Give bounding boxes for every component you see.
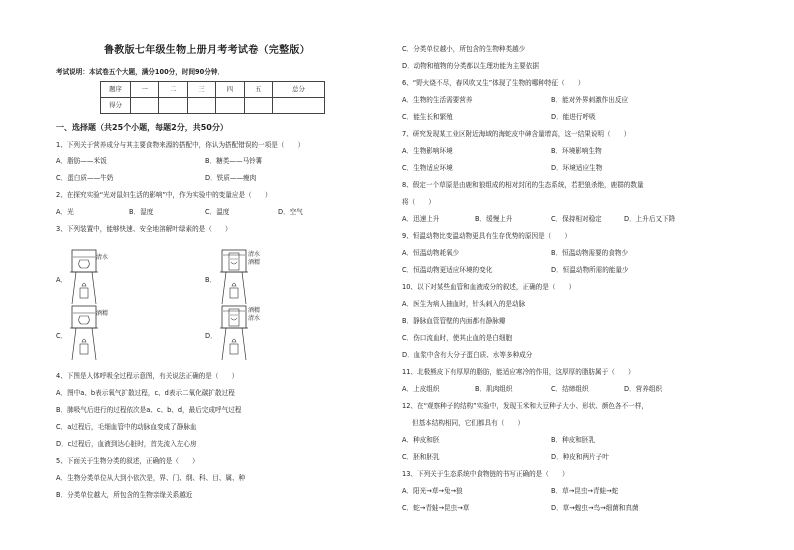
q3-figure-d-label: 清水 [248, 315, 261, 322]
q5-option-c[interactable]: C．分类单位越小，所包含的生物种类越少 [402, 45, 526, 53]
q3-option-d[interactable]: D． [205, 332, 217, 340]
question-7: 7、研究发现某工业区附近海域的海蛇皮中砷含量增高，这一结果说明（ ） [402, 130, 631, 138]
exam-note: 考试说明：本试卷五个大题，满分100分，时间90分钟． [56, 68, 225, 76]
q3-option-c[interactable]: C． [56, 332, 68, 340]
q2-option-b[interactable]: B．湿度 [129, 208, 154, 216]
question-8: 8、假定一个草原是由鹿和狼组成的相对封闭的生态系统，若把狼杀绝，鹿群的数量 [402, 181, 644, 189]
question-4: 4、下图是人体呼吸全过程示意图，有关说法正确的是（ ） [56, 372, 239, 380]
q10-option-b[interactable]: B．静脉血管管壁的内面都有静脉瓣 [402, 317, 506, 325]
score-header: 二 [159, 82, 187, 98]
question-9: 9、恒温动物比变温动物更具有生存优势的原因是（ ） [402, 232, 572, 240]
q3-option-a[interactable]: A． [56, 276, 68, 284]
q1-option-c[interactable]: C．蛋白质——牛奶 [56, 174, 114, 182]
score-header: 一 [131, 82, 159, 98]
score-header: 五 [244, 82, 272, 98]
section-heading: 一、选择题（共25个小题，每题2分，共50分） [56, 123, 228, 132]
question-11: 11、北极熊皮下有厚厚的脂肪，能适应寒冷的作用，这厚厚的脂肪属于（ ） [402, 368, 635, 376]
score-cell[interactable] [244, 98, 272, 114]
q8-option-b[interactable]: B．缓慢上升 [475, 215, 513, 223]
q11-option-a[interactable]: A．上皮组织 [402, 385, 440, 393]
q4-option-d[interactable]: D．c过程后，血液到达心脏时，首先流入左心房 [56, 440, 197, 448]
score-header: 四 [216, 82, 244, 98]
q1-option-a[interactable]: A．脂肪——米饭 [56, 157, 107, 165]
q9-option-c[interactable]: C．恒温动物更适应环境的变化 [402, 266, 493, 274]
score-header: 总分 [273, 82, 325, 98]
q11-option-c[interactable]: C．结缔组织 [551, 385, 589, 393]
q13-option-c[interactable]: C．蛇→青蛙→昆虫→草 [402, 504, 470, 512]
q10-option-a[interactable]: A．医生为病人抽血时，针头刺入的是动脉 [402, 300, 526, 308]
q7-option-a[interactable]: A．生物影响环境 [402, 147, 453, 155]
q13-option-b[interactable]: B．草→昆虫→青蛙→蛇 [551, 487, 619, 495]
score-row-label: 得分 [101, 98, 131, 114]
q6-option-a[interactable]: A．生物的生活需要营养 [402, 96, 473, 104]
score-header-row [101, 82, 325, 98]
question-8-cont: 将（ ） [402, 198, 435, 206]
q4-option-b[interactable]: B．肺吸气后进行的过程依次是a、c、b、d，最后完成呼气过程 [56, 406, 242, 414]
score-cell[interactable] [216, 98, 244, 114]
q6-option-d[interactable]: D．能进行呼吸 [551, 113, 596, 121]
q9-option-a[interactable]: A．恒温动物耗氧少 [402, 249, 460, 257]
q3-figure-c-label: 酒精 [96, 310, 109, 317]
exam-title: 鲁教版七年级生物上册月考考试卷（完整版） [104, 45, 310, 56]
question-2: 2、在探究实验“光对鼠妇生活的影响”中，作为实验中的变量应是（ ） [56, 191, 272, 199]
q4-option-c[interactable]: C．a过程后，毛细血管中的动脉血变成了静脉血 [56, 423, 197, 431]
question-12: 12、在“观察种子的结构”实验中，发现玉米和大豆种子大小、形状、颜色各不一样， [402, 402, 649, 410]
q6-option-c[interactable]: C．能生长和繁殖 [402, 113, 453, 121]
q10-option-c[interactable]: C．伤口流血时，使其止血的是白细胞 [402, 334, 513, 342]
q2-option-a[interactable]: A．光 [56, 208, 74, 216]
q13-option-a[interactable]: A．阳光→草→兔→狼 [402, 487, 463, 495]
q3-option-b[interactable]: B． [205, 276, 217, 284]
q5-option-d[interactable]: D．动物和植物的分类都以生理功能为主要依据 [402, 62, 539, 70]
question-13: 13、下列关于生态系统中食物链的书写正确的是（ ） [402, 470, 569, 478]
score-cell[interactable] [187, 98, 215, 114]
q1-option-b[interactable]: B．糖类——马铃薯 [205, 157, 263, 165]
q10-option-d[interactable]: D．血浆中含有大分子蛋白质、水等多种成分 [402, 351, 533, 359]
q11-option-b[interactable]: B．肌肉组织 [475, 385, 513, 393]
q7-option-c[interactable]: C．生物适应环境 [402, 164, 453, 172]
q2-option-d[interactable]: D．空气 [278, 208, 303, 216]
q9-option-d[interactable]: D．恒温动物所需的能量少 [551, 266, 629, 274]
q12-option-c[interactable]: C．胚和胚乳 [402, 453, 440, 461]
question-10: 10、以下对某些血管和血液成分的叙述，正确的是（ ） [402, 283, 576, 291]
q1-option-d[interactable]: D．铁质——瘦肉 [205, 174, 257, 182]
q6-option-b[interactable]: B．能对外界刺激作出反应 [551, 96, 629, 104]
q13-option-d[interactable]: D．草→蝗虫→鸟→细菌和真菌 [551, 504, 639, 512]
q7-option-d[interactable]: D．环境适应生物 [551, 164, 603, 172]
q5-option-a[interactable]: A．生物分类单位从大到小依次是，界、门、纲、科、目、属、种 [56, 474, 246, 482]
score-cell[interactable] [131, 98, 159, 114]
score-table [100, 81, 325, 114]
q12-option-d[interactable]: D．种皮和两片子叶 [551, 453, 609, 461]
q2-option-c[interactable]: C．温度 [205, 208, 230, 216]
score-header: 题序 [101, 82, 131, 98]
question-12-cont: 但基本结构相同，它们都具有（ ） [412, 419, 525, 427]
q3-figure-d-label: 酒精 [248, 307, 261, 314]
q12-option-b[interactable]: B．种皮和胚乳 [551, 436, 596, 444]
q8-option-d[interactable]: D．上升后又下降 [624, 215, 676, 223]
question-6: 6、“野火烧不尽，春风吹又生”体现了生物的哪种特征（ ） [402, 79, 585, 87]
question-3: 3、下列装置中，能够快速、安全地溶解叶绿素的是（ ） [56, 225, 232, 233]
score-cell[interactable] [159, 98, 187, 114]
score-header: 三 [187, 82, 215, 98]
score-cell[interactable] [273, 98, 325, 114]
question-5: 5、下面关于生物分类的叙述，正确的是（ ） [56, 457, 199, 465]
score-value-row [101, 98, 325, 114]
q8-option-a[interactable]: A．迅速上升 [402, 215, 440, 223]
q7-option-b[interactable]: B．环境影响生物 [551, 147, 602, 155]
question-1: 1、下列关于营养成分与其主要食物来源的搭配中，你认为搭配错误的一项是（ ） [56, 141, 305, 149]
q3-figure-a-label: 清水 [96, 254, 109, 261]
q5-option-b[interactable]: B．分类单位越大，所包含的生物亲缘关系越近 [56, 491, 193, 499]
q3-figure-b-label: 清水 [248, 251, 261, 258]
q4-option-a[interactable]: A．图中a、b表示氧气扩散过程，c、d表示二氧化碳扩散过程 [56, 389, 235, 397]
q8-option-c[interactable]: C．保持相对稳定 [551, 215, 602, 223]
q11-option-d[interactable]: D．营养组织 [624, 385, 663, 393]
q9-option-b[interactable]: B．恒温动物需要的食物少 [551, 249, 629, 257]
q3-figure-b-label: 酒精 [248, 259, 261, 266]
q12-option-a[interactable]: A．种皮和胚 [402, 436, 440, 444]
